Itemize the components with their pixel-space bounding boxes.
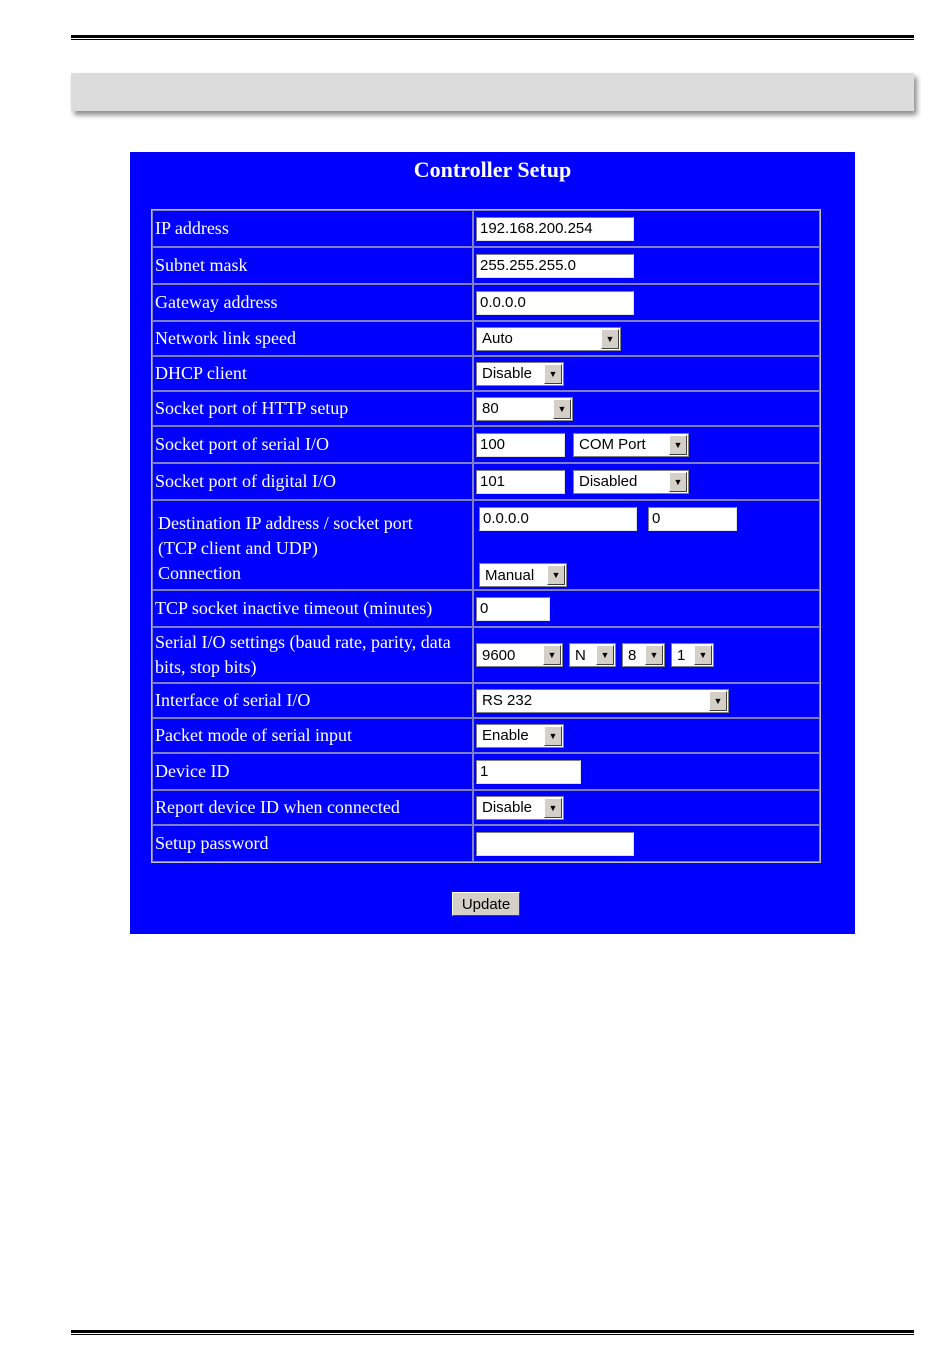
controller-setup-panel bbox=[130, 152, 855, 934]
destination-ip-input[interactable]: 0.0.0.0 bbox=[479, 507, 637, 531]
header-rule bbox=[71, 35, 914, 38]
destination-port-input[interactable]: 0 bbox=[648, 507, 737, 531]
report-id-select[interactable]: Disable ▼ bbox=[476, 796, 564, 820]
dhcp-select[interactable]: Disable ▼ bbox=[476, 362, 564, 386]
update-button[interactable]: Update bbox=[452, 892, 520, 916]
gateway-label: Gateway address bbox=[152, 284, 473, 321]
row-interface bbox=[152, 683, 820, 718]
row-password bbox=[152, 825, 820, 862]
digital-port-mode-select[interactable]: Disabled ▼ bbox=[573, 470, 689, 494]
chevron-down-icon[interactable]: ▼ bbox=[547, 565, 565, 585]
interface-select[interactable]: RS 232 ▼ bbox=[476, 689, 729, 713]
subnet-mask-input[interactable]: 255.255.255.0 bbox=[476, 254, 634, 278]
chevron-down-icon[interactable]: ▼ bbox=[596, 645, 614, 665]
digital-port-input[interactable]: 101 bbox=[476, 470, 565, 494]
row-dhcp bbox=[152, 356, 820, 391]
parity-select[interactable]: N ▼ bbox=[569, 643, 616, 667]
section-bar bbox=[71, 73, 914, 111]
row-link-speed bbox=[152, 321, 820, 356]
interface-label: Interface of serial I/O bbox=[152, 683, 473, 718]
tcp-timeout-label: TCP socket inactive timeout (minutes) bbox=[152, 590, 473, 627]
chevron-down-icon[interactable]: ▼ bbox=[544, 364, 562, 384]
header-rule-thin bbox=[71, 39, 914, 40]
serial-port-label: Socket port of serial I/O bbox=[152, 426, 473, 463]
footer-rule bbox=[71, 1330, 914, 1333]
password-label: Setup password bbox=[152, 825, 473, 862]
serial-port-input[interactable]: 100 bbox=[476, 433, 565, 457]
row-digital-port bbox=[152, 463, 820, 500]
chevron-down-icon[interactable]: ▼ bbox=[544, 726, 562, 746]
digital-port-label: Socket port of digital I/O bbox=[152, 463, 473, 500]
packet-mode-select[interactable]: Enable ▼ bbox=[476, 724, 564, 748]
chevron-down-icon[interactable]: ▼ bbox=[669, 472, 687, 492]
packet-mode-label: Packet mode of serial input bbox=[152, 718, 473, 753]
password-input[interactable] bbox=[476, 832, 634, 856]
chevron-down-icon[interactable]: ▼ bbox=[709, 691, 727, 711]
chevron-down-icon[interactable]: ▼ bbox=[694, 645, 712, 665]
chevron-down-icon[interactable]: ▼ bbox=[544, 798, 562, 818]
tcp-timeout-input[interactable]: 0 bbox=[476, 597, 550, 621]
data-bits-select[interactable]: 8 ▼ bbox=[622, 643, 665, 667]
row-serial-port bbox=[152, 426, 820, 463]
device-id-input[interactable]: 1 bbox=[476, 760, 581, 784]
row-http-port bbox=[152, 391, 820, 426]
row-ip-address bbox=[152, 210, 820, 247]
device-id-label: Device ID bbox=[152, 753, 473, 790]
chevron-down-icon[interactable]: ▼ bbox=[601, 329, 619, 349]
link-speed-label: Network link speed bbox=[152, 321, 473, 356]
panel-title: Controller Setup bbox=[413, 157, 572, 182]
row-gateway bbox=[152, 284, 820, 321]
row-device-id bbox=[152, 753, 820, 790]
destination-label-cell bbox=[152, 500, 473, 590]
destination-protocol-label: (TCP client and UDP) bbox=[158, 538, 318, 558]
connection-label: Connection bbox=[158, 563, 241, 583]
row-serial-settings bbox=[152, 627, 820, 683]
report-id-label: Report device ID when connected bbox=[152, 790, 473, 825]
subnet-mask-label: Subnet mask bbox=[152, 247, 473, 284]
gateway-input[interactable]: 0.0.0.0 bbox=[476, 291, 634, 315]
http-port-label: Socket port of HTTP setup bbox=[152, 391, 473, 426]
chevron-down-icon[interactable]: ▼ bbox=[645, 645, 663, 665]
row-tcp-timeout bbox=[152, 590, 820, 627]
row-report-id bbox=[152, 790, 820, 825]
chevron-down-icon[interactable]: ▼ bbox=[553, 399, 571, 419]
row-packet-mode bbox=[152, 718, 820, 753]
serial-settings-label-cell bbox=[152, 627, 473, 683]
link-speed-select[interactable]: Auto ▼ bbox=[476, 327, 621, 351]
stop-bits-select[interactable]: 1 ▼ bbox=[671, 643, 714, 667]
serial-settings-label: Serial I/O settings (baud rate, parity, data bbox=[155, 632, 451, 652]
serial-port-mode-select[interactable]: COM Port ▼ bbox=[573, 433, 689, 457]
dhcp-label: DHCP client bbox=[152, 356, 473, 391]
serial-settings-label-cont: bits, stop bits) bbox=[155, 657, 257, 677]
footer-rule-thin bbox=[71, 1334, 914, 1335]
chevron-down-icon[interactable]: ▼ bbox=[543, 645, 561, 665]
chevron-down-icon[interactable]: ▼ bbox=[669, 435, 687, 455]
baud-rate-select[interactable]: 9600 ▼ bbox=[476, 643, 563, 667]
ip-address-label: IP address bbox=[152, 210, 473, 247]
connection-select[interactable]: Manual ▼ bbox=[479, 563, 567, 587]
row-subnet-mask bbox=[152, 247, 820, 284]
setup-table bbox=[151, 209, 821, 863]
destination-label: Destination IP address / socket port bbox=[158, 513, 413, 533]
row-destination bbox=[152, 500, 820, 590]
http-port-select[interactable]: 80 ▼ bbox=[476, 397, 573, 421]
ip-address-input[interactable]: 192.168.200.254 bbox=[476, 217, 634, 241]
